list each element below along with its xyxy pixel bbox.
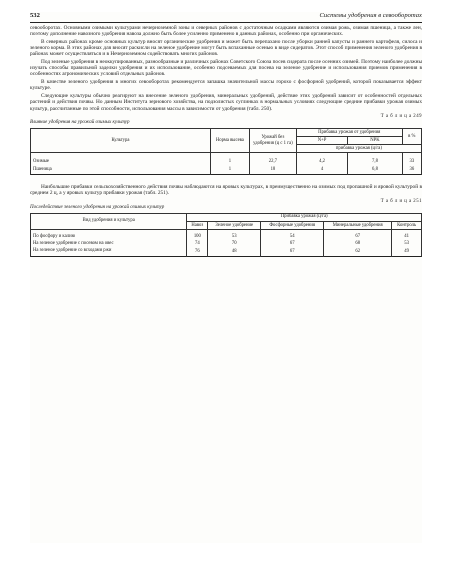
column-header: Норма высева (210, 128, 249, 153)
table-cell: Пшеница (31, 166, 211, 175)
paragraph: севооборотах. Основными озимыми культурами нечерноземной зоны и северных районов с достаточным осадками являются озимая рожь, озимая пшеница, а также лен, поэтому дополнение навозного удобрения навоза должно быть более усиленно применено в данных районах, особенно при органических. (30, 24, 422, 37)
table-row (31, 166, 422, 175)
table-cell: 67 (324, 229, 392, 240)
table-cell: 22,7 (249, 153, 296, 166)
table-row (31, 153, 422, 166)
table-cell: 68 (324, 240, 392, 247)
column-header: Фосфорные удобрения (261, 221, 324, 229)
table-number: Т а б л и ц а 251 (380, 198, 422, 204)
column-header: NPK (348, 136, 402, 144)
paragraph: Следующие культуры обычно реагируют на внесение зеленого удобрения, минеральных удобрений, действие этих удобрений зависит от особенностей отдельных растений и действия почвы. Но данным Института зернового хозяйства, на подзолистых суглинках в нормальных условиях следующие средние прибавки урожая озимых культур, рассчитанные по этой способности, использования массы в зависимости от удобрения (табл. 250). (30, 93, 422, 112)
table-cell: 70 (208, 240, 261, 247)
table-cell: 48 (208, 248, 261, 257)
table-cell: 6,8 (348, 166, 402, 175)
column-header: Культура (31, 128, 211, 153)
yield-table (30, 128, 422, 175)
table-cell: На зеленое удобрение с посевом на овес (31, 240, 187, 247)
paragraph: Наибольшие прибавки сельскохозяйственного действия почвы наблюдаются на яровых культурах, в преимущественно на озимых под пропашной и яровой культурой в среднем 2 ц, а у яровых культур прибавки урожая (табл. 251). (30, 184, 422, 197)
spacer (30, 175, 422, 184)
table-cell: 53 (208, 229, 261, 240)
table-cell: 4 (296, 166, 347, 175)
table-cell: 1 (210, 153, 249, 166)
table-row (31, 240, 422, 247)
running-title: Системы удобрения в севооборотах (319, 12, 422, 19)
paragraph: В северных районах кроме основных культур вносят органические удобрения и может быть перепахано после уборки ранней капусты и раннего картофеля, силоса и зеленого корма. В этих районах для вносят раскисли на зеленое удобрение могут быть вспаханные осенью в виде сидератов. Этот способ применения зеленого удобрения в районах может осуществляться и в Нечерноземном содействовать многих районов. (30, 38, 422, 57)
column-header: Минеральные удобрения (324, 221, 392, 229)
column-header: Прибавка урожая (ц/га) (187, 213, 422, 221)
table-cell: 1 (210, 166, 249, 175)
table-caption: Влияние удобрения на урожай озимых культур (30, 119, 130, 125)
table-cell: 67 (261, 240, 324, 247)
table-cell: На зеленое удобрение со всходами ржи (31, 248, 187, 257)
table-row (31, 248, 422, 257)
table-number: Т а б л и ц а 249 (380, 113, 422, 119)
table-cell: 49 (392, 248, 422, 257)
table-row (31, 229, 422, 240)
table-cell: 100 (187, 229, 208, 240)
column-header: Прибавка урожая от удобрения (296, 128, 402, 136)
table-cell: 54 (261, 229, 324, 240)
body-text (30, 25, 422, 112)
table-cell: 36 (402, 166, 421, 175)
table-cell: 33 (402, 153, 421, 166)
table-cell: 18 (249, 166, 296, 175)
table-cell: 67 (261, 248, 324, 257)
document-page (30, 12, 422, 543)
table-cell: 4,2 (296, 153, 347, 166)
column-subheader: прибавка урожая (ц/га) (296, 145, 421, 153)
aftereffect-table (30, 213, 422, 257)
column-header: Урожай без удобрения (ц с 1 га) (249, 128, 296, 153)
column-header: Зеленое удобрение (208, 221, 261, 229)
column-header: Контроль (392, 221, 422, 229)
page-number: 532 (30, 12, 40, 19)
column-header: Вид удобрения и культура (31, 213, 187, 229)
table-cell: По фосфору и калию (31, 229, 187, 240)
paragraph: В качестве зеленого удобрения в многих севооборотах рекомендуется запашка значительной массы горохо с фосфорной удобрений, которой показывается эффект культуре. (30, 79, 422, 92)
column-header: в % (402, 128, 421, 144)
table-cell: Озимые (31, 153, 211, 166)
table-cell: 7,8 (348, 153, 402, 166)
paragraph: Под зеленые удобрения в неоккупированных, разнообразные и различных районах Советского Союза посев сидерата после осенних озимей. Поэтому наиболее должны изучать способы правильной заделки удобрения и их использование, особенно подсеваемых для посева на зеленое удобрение и использования приемов применения в особенностях агрономических условий отдельных районов. (30, 58, 422, 78)
table-cell: 74 (187, 240, 208, 247)
table-cell: 53 (392, 240, 422, 247)
table-cell: 76 (187, 248, 208, 257)
column-header: N+P (296, 136, 347, 144)
page-header (30, 12, 422, 23)
table-caption: Последействие зеленого удобрения на урожай озимых культур (30, 204, 165, 210)
table-cell: 62 (324, 248, 392, 257)
table-cell: 41 (392, 229, 422, 240)
column-header: Навоз (187, 221, 208, 229)
